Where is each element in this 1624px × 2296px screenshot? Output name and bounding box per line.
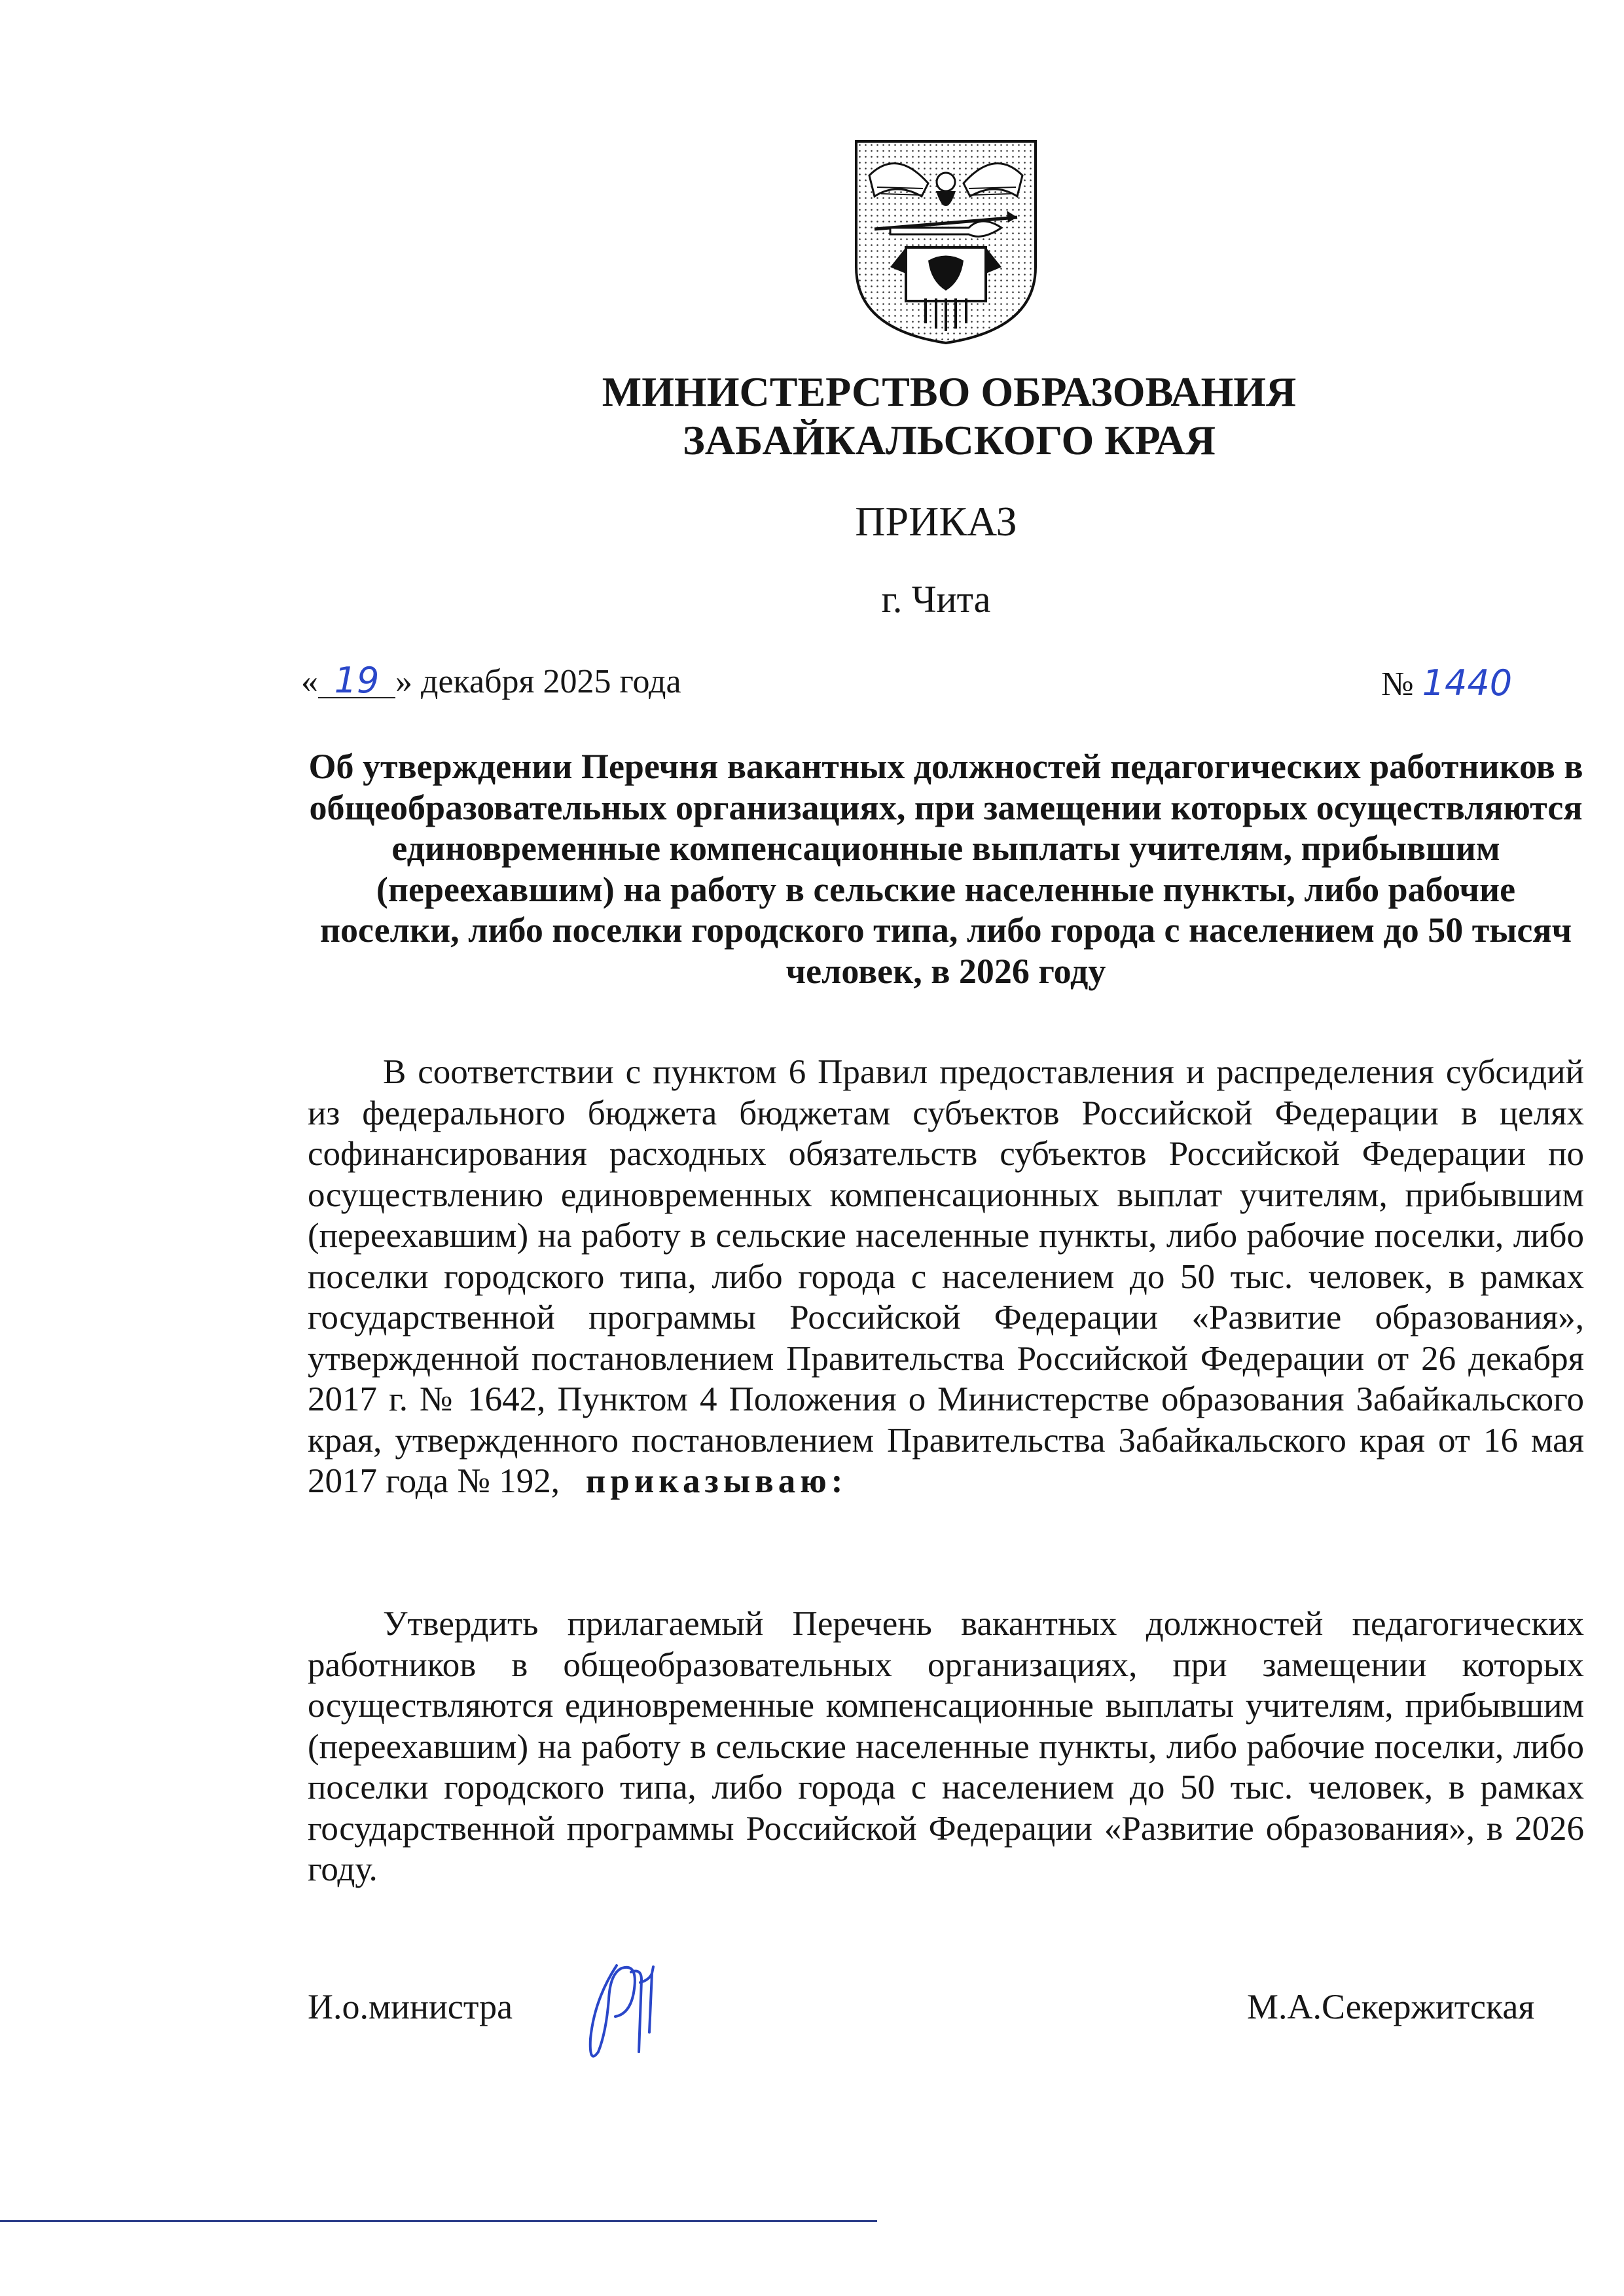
ministry-name-line1: МИНИСТЕРСТВО ОБРАЗОВАНИЯ	[602, 368, 1297, 415]
signatory-role: И.о.министра	[308, 1987, 513, 2026]
document-number	[1381, 662, 1512, 704]
date-day: 19	[318, 664, 395, 698]
document-date	[301, 662, 681, 701]
ministry-name-line2: ЗАБАЙКАЛЬСКОГО КРАЯ	[683, 417, 1216, 463]
signatory-name: М.А.Секержитская	[1247, 1987, 1535, 2026]
order-word: приказываю:	[585, 1462, 848, 1500]
document-title: Об утверждении Перечня вакантных должностей педагогических работников в общеобразовательных организациях, при замещении которых осуществляются единовременные компенсационные выплаты учителям, прибывшим (переехавшим) на работу в сельские населенные пункты, либо рабочие поселки, либо поселки городского типа, либо города с населением до 50 тысяч человек, в 2026 году	[308, 747, 1583, 991]
body-paragraph-1	[308, 1052, 1584, 1502]
handwritten-signature	[576, 1954, 661, 2085]
paragraph-1-text: В соответствии с пунктом 6 Правил предоставления и распределения субсидий из федерального бюджета бюджетам субъектов Российской Федерации в целях софинансирования расходных обязательств субъектов Российской Федерации по осуществлению единовременных компенсационных выплат учителям, прибывшим (переехавшим) на работу в сельские населенные пункты, либо рабочие поселки, либо поселки городского типа, либо города с населением до 50 тыс. человек, в рамках государственной программы Российской Федерации «Развитие образования», утвержденной постановлением Правительства Российской Федерации от 26 декабря 2017 г. № 1642, Пунктом 4 Положения о Министерстве образования Забайкальского края, утвержденного постановлением Правительства Забайкальского края от 16 мая 2017 года № 192,	[308, 1053, 1584, 1500]
date-open-quote: «	[301, 663, 318, 700]
date-month-year: декабря 2025 года	[412, 663, 681, 700]
coat-of-arms-icon	[851, 136, 1041, 346]
number-value: 1440	[1422, 662, 1513, 704]
document-city: г. Чита	[881, 578, 991, 620]
number-label: №	[1381, 666, 1422, 703]
document-type: ПРИКАЗ	[855, 498, 1017, 545]
scan-edge-line	[0, 2220, 877, 2222]
date-close-quote: »	[395, 663, 412, 700]
body-paragraph-2: Утвердить прилагаемый Перечень вакантных должностей педагогических работников в общеобразовательных организациях, при замещении которых осуществляются единовременные компенсационные выплаты учителям, прибывшим (переехавшим) на работу в сельские населенные пункты, либо рабочие поселки, либо поселки городского типа, либо города с населением до 50 тыс. человек, в рамках государственной программы Российской Федерации «Развитие образования», в 2026 году.	[308, 1605, 1584, 1888]
